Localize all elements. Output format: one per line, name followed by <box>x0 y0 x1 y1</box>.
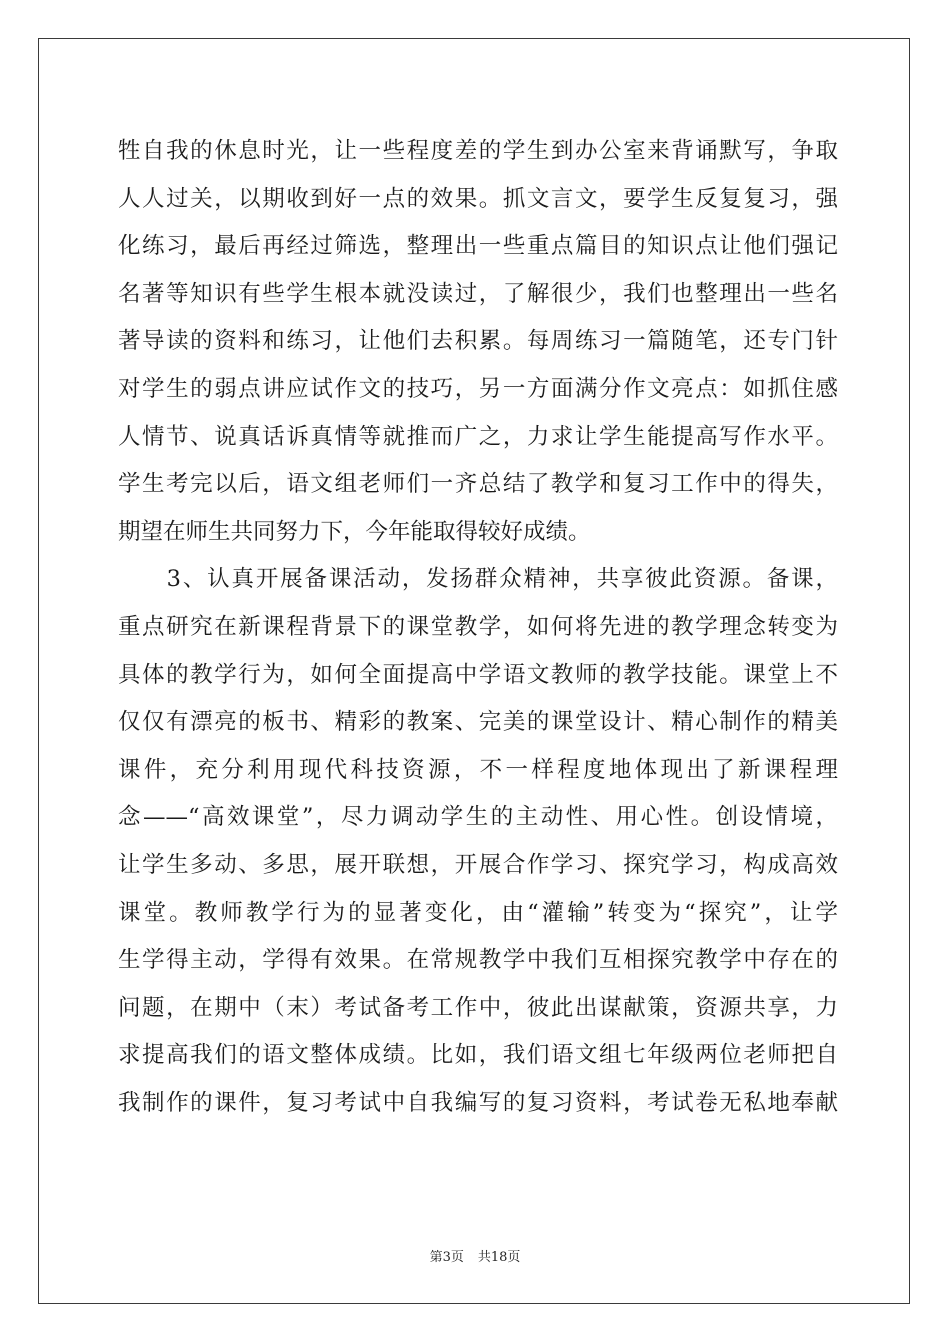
text-line: 对学生的弱点讲应试作文的技巧，另一方面满分作文亮点：如抓住感 <box>118 375 838 402</box>
text-line: 牲自我的休息时光，让一些程度差的学生到办公室来背诵默写，争取 <box>118 138 838 164</box>
text-line: 3、认真开展备课活动，发扬群众精神，共享彼此资源。备课， <box>118 566 838 593</box>
text-line: 仅仅有漂亮的板书、精彩的教案、完美的课堂设计、精心制作的精美 <box>118 709 838 736</box>
text-line: 学生考完以后，语文组老师们一齐总结了教学和复习工作中的得失， <box>118 471 838 498</box>
page-footer <box>0 1246 950 1265</box>
text-line: 求提高我们的语文整体成绩。比如，我们语文组七年级两位老师把自 <box>118 1042 838 1069</box>
text-line: 重点研究在新课程背景下的课堂教学，如何将先进的教学理念转变为 <box>118 613 838 640</box>
text-line: 让学生多动、多思，展开联想，开展合作学习、探究学习，构成高效 <box>118 851 838 878</box>
text-line: 具体的教学行为，如何全面提高中学语文教师的教学技能。课堂上不 <box>118 661 838 688</box>
text-line: 著导读的资料和练习，让他们去积累。每周练习一篇随笔，还专门针 <box>118 328 838 355</box>
text-line: 课件，充分利用现代科技资源，不一样程度地体现出了新课程理 <box>118 756 838 783</box>
text-line: 人情节、说真话诉真情等就推而广之，力求让学生能提高写作水平。 <box>118 423 838 450</box>
text-line: 人人过关，以期收到好一点的效果。抓文言文，要学生反复复习，强 <box>118 185 838 212</box>
text-line: 化练习，最后再经过筛选，整理出一些重点篇目的知识点让他们强记 <box>118 233 838 260</box>
text-line: 问题，在期中（末）考试备考工作中，彼此出谋献策，资源共享，力 <box>118 994 838 1021</box>
text-line: 我制作的课件，复习考试中自我编写的复习资料，考试卷无私地奉献 <box>118 1089 838 1116</box>
page-number: 第3页 <box>429 1250 464 1265</box>
text-line: 名著等知识有些学生根本就没读过，了解很少，我们也整理出一些名 <box>118 280 838 307</box>
text-line: 期望在师生共同努力下，今年能取得较好成绩。 <box>118 518 591 545</box>
text-line: 生学得主动，学得有效果。在常规教学中我们互相探究教学中存在的 <box>118 947 838 974</box>
text-line: 课堂。教师教学行为的显著变化，由“灌输”转变为“探究”，让学 <box>118 899 838 926</box>
page-total: 共18页 <box>477 1250 521 1265</box>
document-body <box>118 128 838 1127</box>
text-line: 念——“高效课堂”，尽力调动学生的主动性、用心性。创设情境， <box>118 804 838 831</box>
